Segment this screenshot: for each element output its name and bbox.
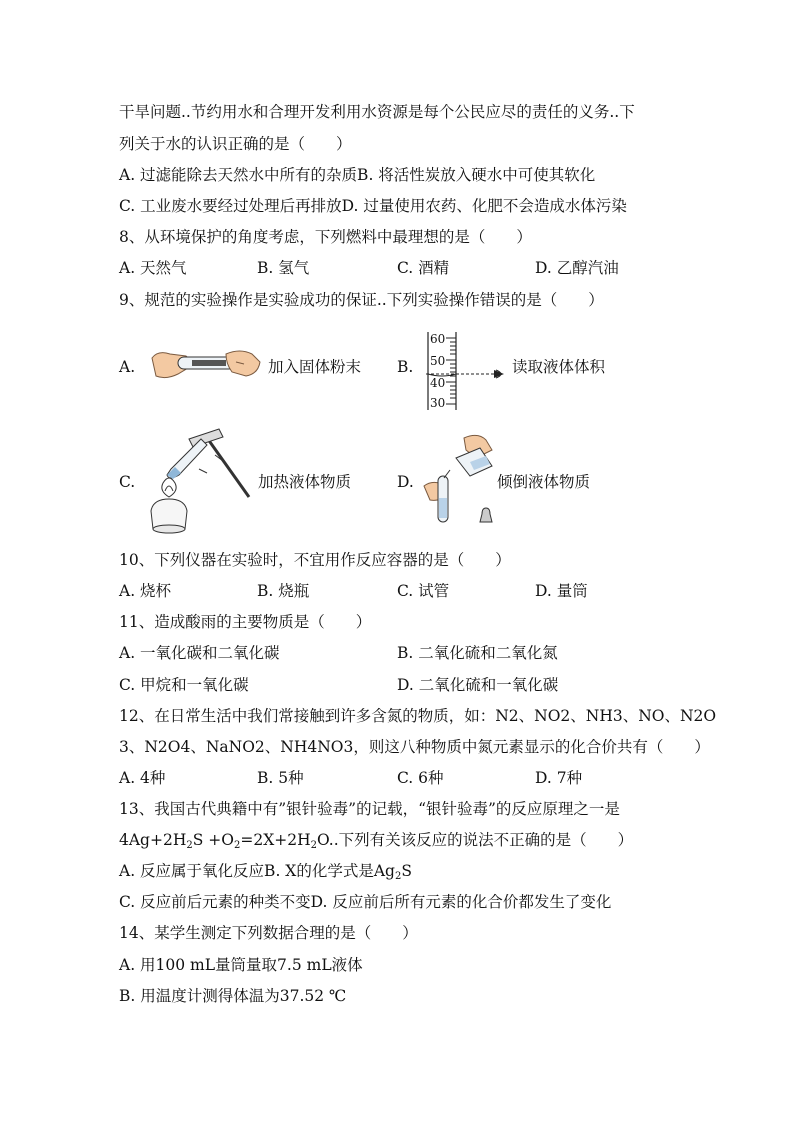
q9-option-a-caption: 加入固体粉末 <box>268 358 362 376</box>
subscript: 2 <box>310 840 317 851</box>
q12-stem-line-1: 12、在日常生活中我们常接触到许多含氮的物质，如：N2、NO2、NH3、NO、N2O <box>119 707 717 725</box>
q13-options-line-1 <box>119 861 412 887</box>
q11-option-a: A. 一氧化碳和二氧化碳 <box>119 644 280 662</box>
q10-option-d: D. 量筒 <box>535 582 588 600</box>
q14-stem: 14、某学生测定下列数据合理的是（ ） <box>119 924 418 942</box>
pouring-liquid-illustration <box>420 432 500 528</box>
q12-option-d: D. 7种 <box>535 769 583 787</box>
q9-option-d-letter: D. <box>397 473 414 491</box>
q12-stem-line-2: 3、N2O4、NaNO2、NH4NO3，则这八种物质中氮元素显示的化合价共有（ ） <box>119 738 710 756</box>
q9-stem: 9、规范的实验操作是实验成功的保证..下列实验操作错误的是（ ） <box>119 291 604 309</box>
q13-options-line-2: C. 反应前后元素的种类不变D. 反应前后所有元素的化合价都发生了变化 <box>119 893 612 911</box>
q11-option-c: C. 甲烷和一氧化碳 <box>119 676 249 694</box>
subscript: 2 <box>233 840 241 851</box>
q9-option-b-letter: B. <box>397 358 414 376</box>
q9-option-a-letter: A. <box>119 358 136 376</box>
q8-option-b: B. 氢气 <box>257 259 310 277</box>
q8-stem: 8、从环境保护的角度考虑，下列燃料中最理想的是（ ） <box>119 228 532 246</box>
q7-stem-line-1: 干旱问题..节约用水和合理开发利用水资源是每个公民应尽的责任的义务..下 <box>119 103 635 121</box>
q9-option-c-caption: 加热液体物质 <box>258 473 352 491</box>
q9-option-b-caption: 读取液体体积 <box>512 358 606 376</box>
cylinder-tick-60: 60 <box>430 332 446 346</box>
q9-option-d-caption: 倾倒液体物质 <box>497 473 591 491</box>
q14-option-a: A. 用100 mL量筒量取7.5 mL液体 <box>119 956 363 974</box>
q7-options-line-1: A. 过滤能除去天然水中所有的杂质B. 将活性炭放入硬水中可使其软化 <box>119 166 596 184</box>
powder-test-tube-illustration <box>148 340 266 390</box>
q8-option-c: C. 酒精 <box>397 259 450 277</box>
equation-part: S +O <box>192 831 234 849</box>
heating-test-tube-illustration <box>145 425 255 537</box>
q9-option-c-letter: C. <box>119 473 136 491</box>
equation-part: =2X+2H <box>240 831 311 849</box>
q11-option-d: D. 二氧化硫和一氧化碳 <box>397 676 559 694</box>
q12-option-a: A. 4种 <box>119 769 166 787</box>
option-text: S <box>401 862 412 880</box>
q11-stem: 11、造成酸雨的主要物质是（ ） <box>119 613 372 631</box>
cylinder-tick-40: 40 <box>430 376 446 390</box>
cylinder-tick-50: 50 <box>430 354 446 368</box>
q8-option-a: A. 天然气 <box>119 259 187 277</box>
q7-options-line-2: C. 工业废水要经过处理后再排放D. 过量使用农药、化肥不会造成水体污染 <box>119 197 627 215</box>
q8-option-d: D. 乙醇汽油 <box>535 259 619 277</box>
equation-part: O..下列有关该反应的说法不正确的是（ ） <box>316 831 634 849</box>
cylinder-tick-30: 30 <box>430 396 446 410</box>
q14-option-b: B. 用温度计测得体温为37.52 ℃ <box>119 987 347 1005</box>
q7-stem-line-2: 列关于水的认识正确的是（ ） <box>119 135 352 153</box>
q10-stem: 10、下列仪器在实验时，不宜用作反应容器的是（ ） <box>119 551 511 569</box>
subscript: 2 <box>186 840 193 851</box>
q11-option-b: B. 二氧化硫和二氧化氮 <box>397 644 558 662</box>
subscript: 2 <box>394 871 402 882</box>
q13-stem-line-1: 13、我国古代典籍中有”银针验毒”的记载，“银针验毒”的反应原理之一是 <box>119 800 620 818</box>
q10-option-a: A. 烧杯 <box>119 582 172 600</box>
option-text: A. 反应属于氧化反应B. X的化学式是Ag <box>119 862 395 880</box>
q10-option-b: B. 烧瓶 <box>257 582 310 600</box>
q10-option-c: C. 试管 <box>397 582 450 600</box>
q12-option-b: B. 5种 <box>257 769 304 787</box>
equation-part: 4Ag+2H <box>119 831 187 849</box>
q12-option-c: C. 6种 <box>397 769 444 787</box>
q13-equation-line <box>119 830 633 856</box>
